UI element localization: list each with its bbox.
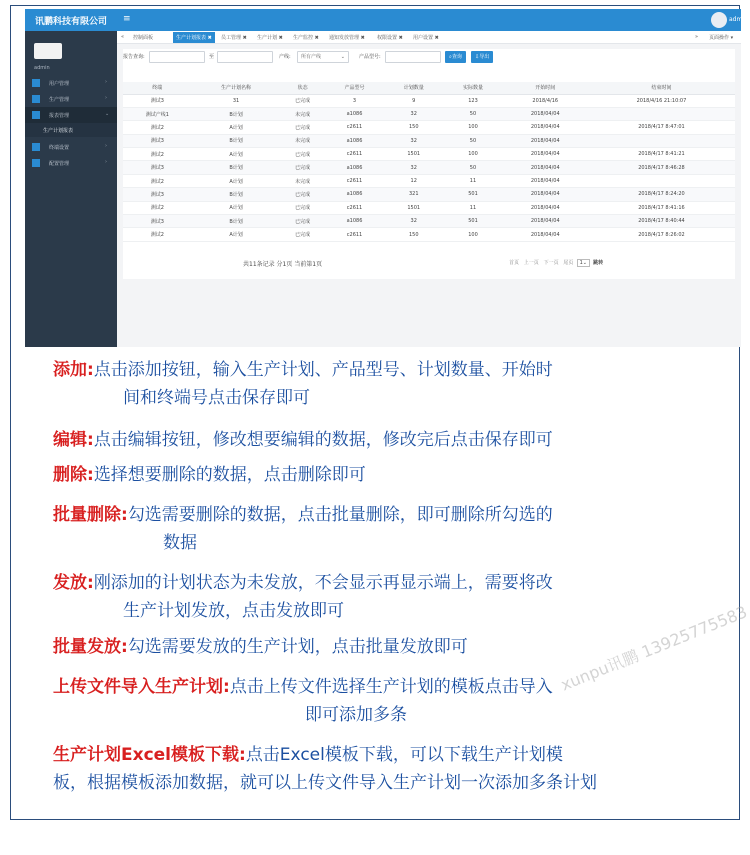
col-model[interactable]: 产品型号 bbox=[325, 82, 384, 94]
cell-model: c2611 bbox=[325, 148, 384, 161]
cell-plan-qty: 150 bbox=[384, 228, 443, 241]
cell-model: c2611 bbox=[325, 121, 384, 134]
line-select-value: 所有产线 bbox=[301, 54, 322, 60]
cell-plan-name: A计划 bbox=[192, 121, 281, 134]
instruction-text: 数据 bbox=[163, 533, 197, 553]
pager-last[interactable]: 尾页 bbox=[563, 260, 574, 266]
report-icon bbox=[32, 111, 40, 119]
app-screenshot bbox=[25, 9, 748, 347]
cell-actual-qty: 50 bbox=[443, 161, 502, 174]
poster-frame bbox=[10, 5, 750, 820]
cell-actual-qty: 100 bbox=[443, 228, 502, 241]
cell-plan-qty: 321 bbox=[384, 188, 443, 201]
cell-status: 未完成 bbox=[280, 134, 324, 147]
tab-notice[interactable]: 通知发放管理 ✖ bbox=[329, 35, 365, 41]
cell-start-time: 2018/4/16 bbox=[503, 94, 588, 107]
col-start-time[interactable]: 开始时间 bbox=[503, 82, 588, 94]
instruction-add bbox=[53, 356, 553, 384]
sidebar-item-config[interactable] bbox=[25, 155, 117, 171]
cell-terminal: 测试3 bbox=[123, 161, 192, 174]
cell-plan-qty: 12 bbox=[384, 174, 443, 187]
table-row[interactable] bbox=[123, 161, 735, 174]
instruction-template-download bbox=[53, 741, 563, 769]
cell-plan-qty: 150 bbox=[384, 121, 443, 134]
plan-table bbox=[123, 82, 735, 242]
cell-plan-name: A计划 bbox=[192, 148, 281, 161]
table-row[interactable] bbox=[123, 228, 735, 241]
cell-model: a1086 bbox=[325, 107, 384, 120]
cell-start-time: 2018/04/04 bbox=[503, 201, 588, 214]
sidebar bbox=[25, 31, 117, 347]
instruction-text: 点击添加按钮，输入生产计划、产品型号、计划数量、开始时 bbox=[93, 360, 553, 380]
user-name[interactable]: admin bbox=[729, 16, 748, 23]
tab-permissions[interactable]: 权限设置 ✖ bbox=[377, 35, 403, 41]
model-input[interactable] bbox=[385, 51, 441, 63]
main-content bbox=[123, 49, 735, 279]
instruction-key: 上传文件导入生产计划: bbox=[53, 677, 230, 697]
cell-status: 已完成 bbox=[280, 161, 324, 174]
pager-go-button[interactable]: 跳转 bbox=[593, 260, 604, 266]
chevron-right-icon: › bbox=[105, 143, 107, 149]
sidebar-subitem-label: 生产计划报表 bbox=[43, 128, 74, 134]
table-row[interactable] bbox=[123, 107, 735, 120]
cell-end-time: 2018/4/17 8:26:02 bbox=[588, 228, 735, 241]
table-header-row bbox=[123, 82, 735, 94]
table-row[interactable] bbox=[123, 188, 735, 201]
page-actions-menu[interactable]: 页面操作 ▾ bbox=[709, 35, 734, 41]
cell-terminal: 测试2 bbox=[123, 148, 192, 161]
watermark: xunpu讯鹏 13925775583 bbox=[558, 602, 750, 695]
cell-plan-qty: 32 bbox=[384, 134, 443, 147]
top-bar bbox=[25, 9, 748, 31]
cell-status: 未完成 bbox=[280, 174, 324, 187]
tab-scroll-left[interactable]: « bbox=[121, 34, 125, 40]
end-date-input[interactable] bbox=[217, 51, 273, 63]
sidebar-item-production[interactable] bbox=[25, 91, 117, 107]
cell-actual-qty: 501 bbox=[443, 215, 502, 228]
date-filter-label: 报告查询: bbox=[123, 54, 145, 60]
col-actual-qty[interactable]: 实际数量 bbox=[443, 82, 502, 94]
cell-start-time: 2018/04/04 bbox=[503, 161, 588, 174]
tab-user-settings[interactable]: 用户设置 ✖ bbox=[413, 35, 439, 41]
pager-summary: 共11条记录 分1页 当前第1页 bbox=[243, 261, 323, 268]
start-date-input[interactable] bbox=[149, 51, 205, 63]
cell-actual-qty: 100 bbox=[443, 121, 502, 134]
table-row[interactable] bbox=[123, 121, 735, 134]
cell-plan-qty: 32 bbox=[384, 107, 443, 120]
cell-model: c2611 bbox=[325, 174, 384, 187]
chevron-down-icon: ⌄ bbox=[105, 111, 110, 117]
instruction-key: 发放: bbox=[53, 573, 94, 593]
avatar[interactable] bbox=[711, 12, 727, 28]
sidebar-subitem-plan-report[interactable] bbox=[25, 123, 117, 137]
cell-end-time: 2018/4/17 8:40:44 bbox=[588, 215, 735, 228]
cell-end-time: 2018/4/16 21:10:07 bbox=[588, 94, 735, 107]
sidebar-item-reports[interactable] bbox=[25, 107, 117, 123]
col-terminal[interactable]: 终端 bbox=[123, 82, 192, 94]
col-plan-qty[interactable]: 计划数量 bbox=[384, 82, 443, 94]
cell-terminal: 测试2 bbox=[123, 228, 192, 241]
sidebar-user-label: admin bbox=[34, 65, 50, 71]
cell-end-time: 2018/4/17 8:24:20 bbox=[588, 188, 735, 201]
instruction-text: 勾选需要删除的数据，点击批量删除，即可删除所勾选的 bbox=[127, 505, 553, 525]
cell-model: c2611 bbox=[325, 228, 384, 241]
cell-terminal: 测试2 bbox=[123, 201, 192, 214]
instruction-key: 删除: bbox=[53, 465, 94, 485]
instruction-batch-delete bbox=[53, 501, 553, 529]
instruction-text: 点击上传文件选择生产计划的模板点击导入 bbox=[229, 677, 553, 697]
chevron-right-icon: › bbox=[105, 95, 107, 101]
cell-end-time: 2018/4/17 8:47:01 bbox=[588, 121, 735, 134]
page-select[interactable]: 1⌄ bbox=[577, 259, 590, 267]
cell-actual-qty: 501 bbox=[443, 188, 502, 201]
brand-name: 讯鹏科技有限公司 bbox=[35, 17, 108, 27]
table-row[interactable] bbox=[123, 134, 735, 147]
cell-actual-qty: 123 bbox=[443, 94, 502, 107]
cell-plan-name: B计划 bbox=[192, 161, 281, 174]
to-label: 至 bbox=[209, 54, 215, 60]
cell-end-time bbox=[588, 134, 735, 147]
chevron-right-icon: › bbox=[105, 159, 107, 165]
cell-model: a1086 bbox=[325, 161, 384, 174]
instruction-text: 选择想要删除的数据，点击删除即可 bbox=[93, 465, 366, 485]
instruction-key: 批量发放: bbox=[53, 637, 128, 657]
cell-plan-name: B计划 bbox=[192, 215, 281, 228]
cell-start-time: 2018/04/04 bbox=[503, 228, 588, 241]
cell-actual-qty: 50 bbox=[443, 107, 502, 120]
cell-start-time: 2018/04/04 bbox=[503, 107, 588, 120]
cell-end-time: 2018/4/17 8:46:28 bbox=[588, 161, 735, 174]
cell-model: a1086 bbox=[325, 215, 384, 228]
cell-start-time: 2018/04/04 bbox=[503, 188, 588, 201]
instruction-batch-release bbox=[53, 633, 468, 661]
table-row[interactable] bbox=[123, 201, 735, 214]
tab-scroll-right[interactable]: » bbox=[695, 34, 699, 40]
chevron-down-icon: ⌄ bbox=[340, 54, 345, 60]
line-select[interactable] bbox=[297, 51, 349, 63]
search-icon: ⌕ bbox=[449, 54, 452, 60]
table-row[interactable] bbox=[123, 148, 735, 161]
sidebar-item-label: 报表管理 bbox=[49, 113, 70, 119]
instruction-edit bbox=[53, 426, 553, 454]
cell-status: 未完成 bbox=[280, 107, 324, 120]
instruction-upload bbox=[53, 673, 553, 701]
config-icon bbox=[32, 159, 40, 167]
export-button[interactable]: ⇩导出 bbox=[471, 51, 493, 63]
chevron-right-icon: › bbox=[105, 79, 107, 85]
table-row[interactable] bbox=[123, 174, 735, 187]
cell-model: a1086 bbox=[325, 134, 384, 147]
model-filter-label: 产品型号: bbox=[359, 54, 381, 60]
instruction-text: 即可添加多条 bbox=[305, 705, 407, 725]
cell-end-time: 2018/4/17 8:41:16 bbox=[588, 201, 735, 214]
sidebar-item-label: 生产管理 bbox=[49, 97, 70, 103]
cell-status: 已完成 bbox=[280, 188, 324, 201]
tab-plan-report[interactable]: 生产计划报表 ✖ bbox=[173, 32, 215, 43]
cell-terminal: 测试3 bbox=[123, 134, 192, 147]
cell-end-time bbox=[588, 174, 735, 187]
cell-model: a1086 bbox=[325, 188, 384, 201]
sidebar-item-users[interactable] bbox=[25, 75, 117, 91]
cell-terminal: 测试2 bbox=[123, 174, 192, 187]
cell-plan-qty: 32 bbox=[384, 161, 443, 174]
instruction-text: 刚添加的计划状态为未发放，不会显示再显示端上，需要将改 bbox=[93, 573, 553, 593]
pager-next[interactable]: 下一页 bbox=[543, 260, 559, 266]
instruction-text: 生产计划发放，点击发放即可 bbox=[123, 601, 344, 621]
cell-plan-name: A计划 bbox=[192, 174, 281, 187]
cell-status: 已完成 bbox=[280, 148, 324, 161]
cell-plan-qty: 1501 bbox=[384, 148, 443, 161]
cell-plan-name: A计划 bbox=[192, 228, 281, 241]
cell-plan-name: 31 bbox=[192, 94, 281, 107]
menu-toggle-icon[interactable]: ≡ bbox=[123, 14, 131, 24]
cell-status: 已完成 bbox=[280, 215, 324, 228]
terminal-icon bbox=[32, 143, 40, 151]
cell-start-time: 2018/04/04 bbox=[503, 148, 588, 161]
tab-plan[interactable]: 生产计划 ✖ bbox=[257, 35, 283, 41]
instruction-text: 勾选需要发放的生产计划，点击批量发放即可 bbox=[127, 637, 468, 657]
sidebar-avatar bbox=[34, 43, 62, 59]
instruction-text: 点击编辑按钮，修改想要编辑的数据，修改完后点击保存即可 bbox=[93, 430, 553, 450]
cell-model: c2611 bbox=[325, 201, 384, 214]
sidebar-item-label: 用户管理 bbox=[49, 81, 70, 87]
pager bbox=[509, 259, 603, 266]
cell-plan-qty: 9 bbox=[384, 94, 443, 107]
instruction-delete bbox=[53, 461, 366, 489]
cell-status: 已完成 bbox=[280, 228, 324, 241]
table-row[interactable] bbox=[123, 94, 735, 107]
cell-plan-name: A计划 bbox=[192, 201, 281, 214]
cell-start-time: 2018/04/04 bbox=[503, 134, 588, 147]
cell-end-time: 2018/4/17 8:41:21 bbox=[588, 148, 735, 161]
tab-staff[interactable]: 员工管理 ✖ bbox=[221, 35, 247, 41]
cell-terminal: 测试产线1 bbox=[123, 107, 192, 120]
cell-plan-name: B计划 bbox=[192, 188, 281, 201]
cell-terminal: 测试3 bbox=[123, 215, 192, 228]
col-plan-name[interactable]: 生产计划名称 bbox=[192, 82, 281, 94]
sidebar-item-label: 配置管理 bbox=[49, 161, 70, 167]
cell-status: 已完成 bbox=[280, 121, 324, 134]
cell-status: 已完成 bbox=[280, 201, 324, 214]
sidebar-item-label: 终端设置 bbox=[49, 145, 70, 151]
instruction-key: 编辑: bbox=[53, 430, 94, 450]
cell-model: 3 bbox=[325, 94, 384, 107]
cell-terminal: 测试3 bbox=[123, 94, 192, 107]
cell-terminal: 测试3 bbox=[123, 188, 192, 201]
cell-actual-qty: 11 bbox=[443, 201, 502, 214]
tab-monitor[interactable]: 生产监控 ✖ bbox=[293, 35, 319, 41]
instruction-text: 间和终端号点击保存即可 bbox=[123, 388, 310, 408]
instruction-key: 添加: bbox=[53, 360, 94, 380]
production-icon bbox=[32, 95, 40, 103]
instruction-key: 生产计划Excel模板下载: bbox=[53, 745, 246, 765]
instruction-release bbox=[53, 569, 553, 597]
cell-actual-qty: 50 bbox=[443, 134, 502, 147]
cell-plan-qty: 32 bbox=[384, 215, 443, 228]
tab-bar bbox=[117, 31, 741, 44]
instruction-text: 点击Excel模板下载，可以下载生产计划模 bbox=[245, 745, 563, 765]
cell-plan-name: B计划 bbox=[192, 134, 281, 147]
cell-actual-qty: 100 bbox=[443, 148, 502, 161]
table-row[interactable] bbox=[123, 215, 735, 228]
cell-plan-name: B计划 bbox=[192, 107, 281, 120]
pager-prev[interactable]: 上一页 bbox=[523, 260, 539, 266]
instruction-key: 批量删除: bbox=[53, 505, 128, 525]
cell-plan-qty: 1501 bbox=[384, 201, 443, 214]
cell-end-time bbox=[588, 107, 735, 120]
sidebar-item-terminal[interactable] bbox=[25, 139, 117, 155]
download-icon: ⇩ bbox=[475, 54, 480, 60]
cell-start-time: 2018/04/04 bbox=[503, 174, 588, 187]
user-icon bbox=[32, 79, 40, 87]
line-filter-label: 产线: bbox=[279, 54, 291, 60]
cell-start-time: 2018/04/04 bbox=[503, 121, 588, 134]
tab-dashboard[interactable]: 控制面板 bbox=[133, 35, 154, 41]
cell-actual-qty: 11 bbox=[443, 174, 502, 187]
col-status[interactable]: 状态 bbox=[280, 82, 324, 94]
cell-terminal: 测试2 bbox=[123, 121, 192, 134]
col-end-time[interactable]: 结束时间 bbox=[588, 82, 735, 94]
pager-first[interactable]: 首页 bbox=[509, 260, 520, 266]
cell-status: 已完成 bbox=[280, 94, 324, 107]
cell-start-time: 2018/04/04 bbox=[503, 215, 588, 228]
query-button[interactable]: ⌕查询 bbox=[445, 51, 466, 63]
instruction-text: 板，根据模板添加数据，就可以上传文件导入生产计划一次添加多条计划 bbox=[53, 773, 597, 793]
